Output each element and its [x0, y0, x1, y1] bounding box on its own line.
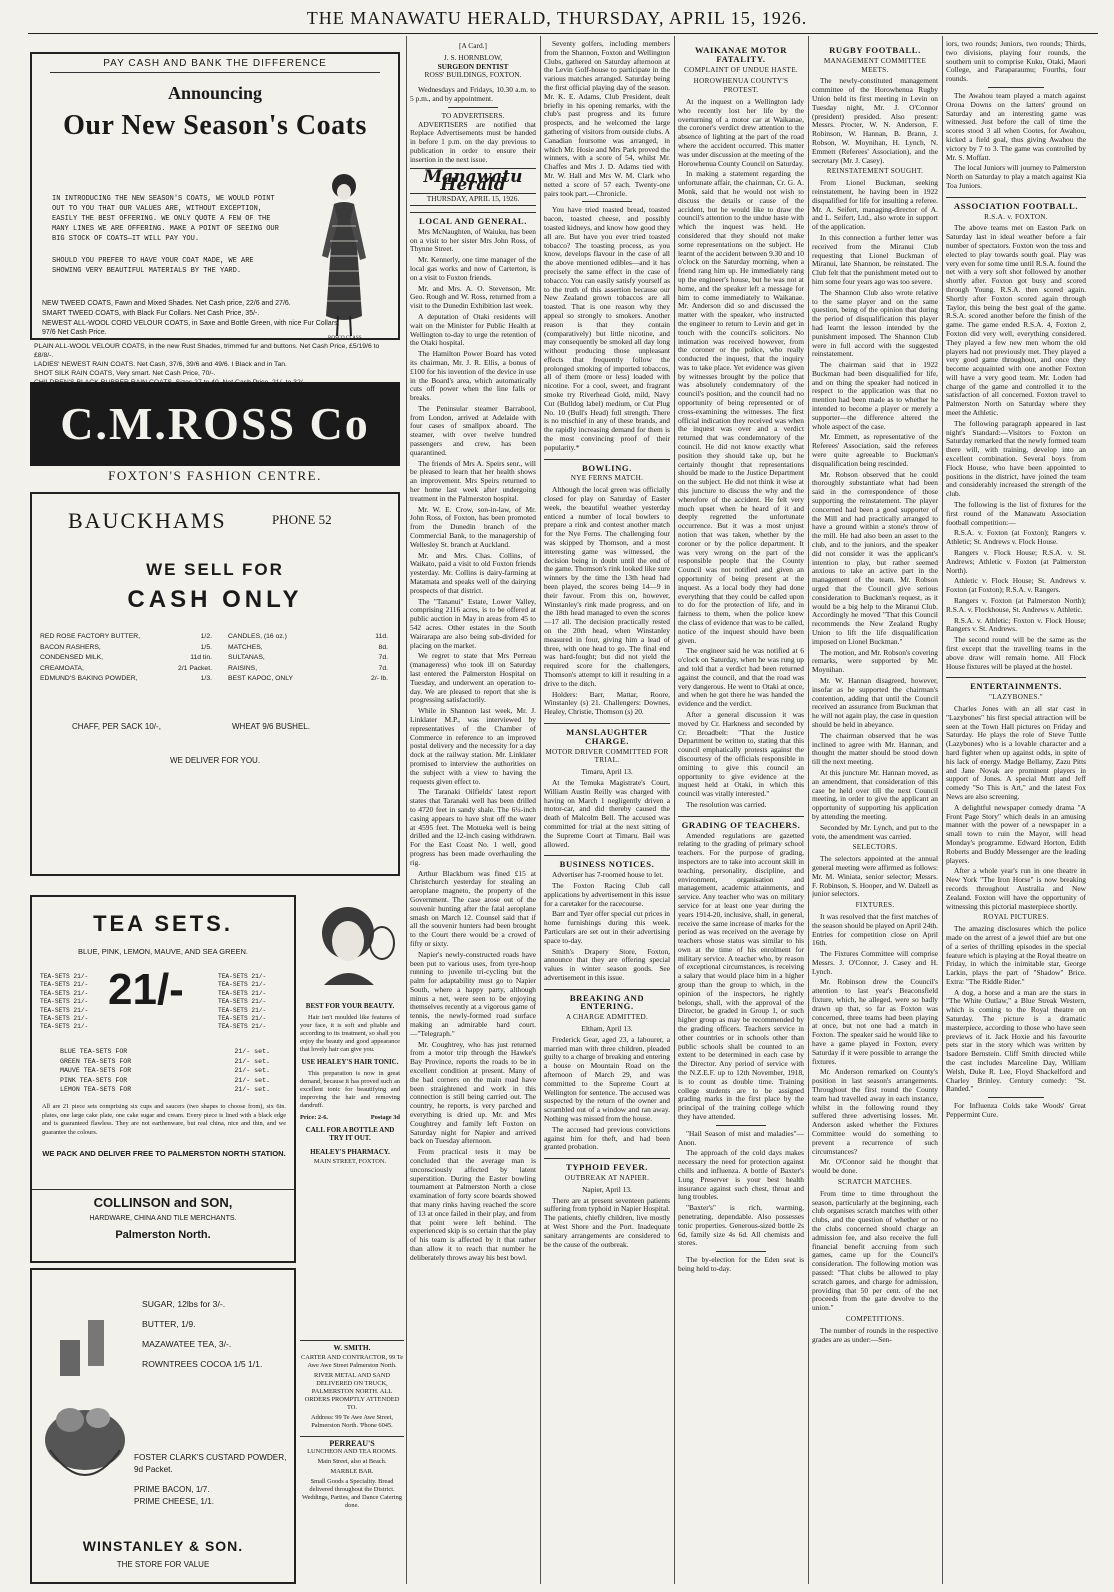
winstanley-item: PRIME CHEESE, 1/1.	[134, 1497, 215, 1506]
news-paragraph: The Taranaki Oilfields' latest report states that Taranaki well has been drilled to 4720 feet in sandy shale. The 6¼-inch casing appears to have shut off the water at 4595 feet. The Motueka well is being drilled and the 12-inch casing withdrawn. For the East Coast No. 1 well, good progress has been made overhauling the rig.	[410, 787, 536, 867]
healey-use: USE HEALEY'S HAIR TONIC.	[301, 1058, 399, 1066]
column-rule	[674, 36, 675, 1584]
winstanley-item: ROWNTREES COCOA 1/5 1/1.	[142, 1359, 263, 1369]
news-paragraph: The motion, and Mr. Robson's covering remarks, were supported by Mr. Moynihan.	[812, 647, 938, 675]
coats-line: NEWEST ALL-WOOL CORD VELOUR COATS, in Saxe and Bottle Green, with nice Fur Collars. 97/6 Net Cash Price.	[42, 319, 340, 337]
news-paragraph: The following paragraph appeared in last night's Standard:—Visitors to Foxton on Saturday remarked that the newly formed team there will, with training, develop into an excellent combination. Several boys from Flock House, who have been appointed to positions in the district, have joined the team and considerably increased the strength of the club.	[946, 418, 1086, 499]
news-paragraph: "Hail Season of mist and maladies"—Anon.	[678, 1128, 804, 1147]
news-paragraph: The following is the list of fixtures for the first round of the Manawatu Association football competition:—	[946, 500, 1086, 527]
column-5	[812, 40, 938, 1584]
news-paragraph: Rangers v. Flock House; R.S.A. v. St. Andrews; Athletic v. Foxton (at Palmerston North).	[946, 548, 1086, 575]
news-paragraph: Mr. and Mrs. A. O. Stevenson, Mr. Geo. Rough and W. Ross, returned from a visit to the Dunedin Exhibition last week.	[410, 283, 536, 311]
tea-list-item: TEA-SETS 21/-	[40, 1015, 89, 1023]
tea-list-item: TEA-SETS 21/-	[218, 973, 267, 980]
card-label: [A Card.]	[459, 41, 487, 50]
tea-list-item: TEA-SETS 21/-	[40, 998, 89, 1006]
reinstatement-subheading: REINSTATEMENT SOUGHT.	[826, 167, 924, 176]
column-rule	[942, 36, 943, 1584]
dateline: Eltham, April 13.	[581, 1024, 633, 1034]
price-row: RAISINS, 7d.	[228, 664, 388, 672]
news-paragraph: A dog, a horse and a man are the stars in "The White Outlaw," a Blue Streak Western, which is coming to the Royal theatre on Saturday. The picture is a dramatic masterpiece, according to those who have seen previews of it. Jack Hoxie and his favourite pets star in the story which was written by Isadore Bernstein. Cliff Smith directed while the cast includes Marceline Day, William Welsh, Duke R. Lee, Floyd Shackelford and Charley Brinley. Century comedy: "St. Randed."	[946, 987, 1086, 1094]
we-sell-for: WE SELL FOR	[146, 560, 284, 579]
news-paragraph: Mrs McNaughten, of Waiuku, has been on a visit to her sister Mrs John Ross, of Thynne Street.	[410, 226, 536, 254]
collinson-name: COLLINSON and SON,	[93, 1195, 233, 1210]
fatality-heading: WAIKANAE MOTOR FATALITY.	[694, 45, 788, 64]
perreau-body: Small Goods a Speciality. Bread delivered throughout the District. Weddings, Parties, and Dance Catering done.	[302, 1478, 402, 1509]
coats-advertisement	[30, 52, 400, 340]
tea-set-row: GREEN TEA-SETS FOR 21/- set.	[60, 1057, 270, 1065]
winstanley-item: FOSTER CLARK'S CUSTARD POWDER, 9d Packet.	[134, 1453, 287, 1474]
smith-trade: CARTER AND CONTRACTOR, 99 Te Awe Awe Street Palmerston North.	[300, 1354, 404, 1369]
news-paragraph: It was resolved that the first matches of the season should be played on April 24th. Entries for competition close on April 16th.	[812, 911, 938, 948]
winstanley-advertisement	[30, 1268, 296, 1584]
news-paragraph: At the Temuka Magistrate's Court, William Austin Reilly was charged with having on March 1 negligently driven a motor-car, and did thereby caused the death of Malcolm Bell. The accused was committed for trial at the next sitting of the Supreme Court at Timaru. Bail was allowed.	[544, 777, 670, 849]
news-paragraph: For Influenza Colds take Woods' Great Peppermint Cure.	[946, 1101, 1086, 1120]
bauckhams-advertisement	[30, 492, 400, 876]
healey-body: This preparation is now in great demand, because it has proved such an excellent tonic for beautifying and improving the hair and removing dandruff.	[300, 1070, 400, 1109]
cash-only: CASH ONLY	[127, 586, 303, 613]
figure-caption: ROSCO CLASS	[328, 336, 362, 340]
news-paragraph: Napier's newly-constructed roads have been put to various uses, from tyre-hoop running to juvenile tri-cycling but the palm for adaptability must go to Napier South, where a happy party, although minus a net, were seen to be enjoying themselves recently at a vigorous game of tennis, the newly-formed road surface making an admirable hard court.—"Telegraph."	[410, 949, 536, 1038]
royal-pictures-subheading: ROYAL PICTURES.	[983, 913, 1049, 922]
bowling-heading: BOWLING.	[544, 459, 670, 473]
smith-address: Address: 99 Te Awe Awe Street, Palmerston North. 'Phone 6045.	[310, 1414, 394, 1429]
news-paragraph: After a whole year's run in one theatre in New York "The Iron Horse" is now breaking records throughout Australia and New Zealand. Foxton will have the opportunity of witnessing this pictorial masterpiece shortly.	[946, 866, 1086, 911]
price-row: SULTANAS, 7d.	[228, 654, 388, 661]
news-paragraph: The "Tananui" Estate, Lower Valley, comprising 2116 acres, is to be offered at public auction in May in areas from 45 to 542 acres. Other estates in the South Wairarapa are also being sub-divided for placing on the market.	[410, 596, 536, 650]
tea-set-row: MAUVE TEA-SETS FOR 21/- set.	[60, 1067, 270, 1075]
rugby-heading: RUGBY FOOTBALL.	[829, 45, 921, 55]
typhoid-heading: TYPHOID FEVER.	[544, 1158, 670, 1172]
healey-price: Price: 2-6.	[300, 1114, 329, 1121]
tea-list-item: TEA-SETS 21/-	[40, 1006, 89, 1014]
price-row: BACON RASHERS, 1/5.	[40, 643, 212, 651]
news-paragraph: At the inquest on a Wellington lady who recently lost her life by the overturning of a motor car at Waikanae, the coroner's verdict drew attention to the absence of lighting at the part of the road where the accident occurred. This matter was under discussion at the meeting of the Horowhenua County Council on Saturday.	[678, 96, 804, 168]
news-paragraph: The Foxton Racing Club call applications by advertisement in this issue for a caretaker for the racecourse.	[544, 880, 670, 908]
column-2	[410, 40, 536, 1584]
manslaughter-subheading: MOTOR DRIVER COMMITTED FOR TRIAL.	[545, 747, 669, 765]
winstanley-tag: THE STORE FOR VALUE	[116, 1560, 210, 1569]
price-row: RED ROSE FACTORY BUTTER, 1/2.	[40, 633, 212, 640]
chaff-price: CHAFF, PER SACK 10/-,	[72, 722, 161, 731]
healey-body: Hair isn't moulded like features of your face, it is soft and pliable and according to its treatment, so shall you enjoy the beauty and good appearance that lovely hair can give you.	[300, 1014, 400, 1053]
news-paragraph: At this juncture Mr. Hannan moved, as an amendment, that consideration of this case be held over till the next Council meeting, in order to give the applicant an opportunity of supporting his application by attending the meeting.	[812, 767, 938, 821]
fatality-subheading-2: HOROWHENUA COUNTY'S PROTEST.	[693, 77, 789, 95]
column-3	[544, 40, 670, 1584]
tea-list-item: TEA-SETS 21/-	[40, 981, 89, 989]
news-paragraph: From time to time throughout the season, particularly at the beginning, each club organises scratch matches with other clubs, and the question of whether or no the clubs concerned should charge an admission fee, and also receive the full financial benefit accruing from such games, came up for the Council's consideration. The following motion was passed: "That clubs be allowed to play scratch games, and charge for admission, providing that 50 per cent. of the net proceeds from the gate devolve to the union."	[812, 1188, 938, 1313]
news-paragraph: The accused had previous convictions against him for theft, and had been granted probation.	[544, 1124, 670, 1152]
news-paragraph: The approach of the cold days makes necessary the need for protection against chills and influenza. A bottle of Baxter's Lung Preserver is your best health insurance against such chest, throat and lung troubles.	[678, 1148, 804, 1202]
tea-list-item: TEA-SETS 21/-	[218, 989, 267, 997]
to-advertisers-body: ADVERTISERS are notified that Replace Advertisements must be handed in before 1 p.m. on the day previous to publication in order to ensure their insertion in the next issue.	[410, 119, 536, 164]
news-paragraph: R.S.A. v. Athletic; Foxton v. Flock House; Rangers v. St. Andrews.	[946, 615, 1086, 634]
healey-call: CALL FOR A BOTTLE AND TRY IT OUT.	[305, 1126, 395, 1142]
bauckhams-phone: PHONE 52	[272, 512, 332, 527]
price-row: EDMUND'S BAKING POWDER, 1/3.	[40, 675, 212, 682]
column-rule	[406, 36, 407, 1584]
breaking-entering-subheading: A CHARGE ADMITTED.	[565, 1013, 649, 1022]
news-paragraph: The chairman said that in 1922 Buckman had been disqualified for life, and on thing the speaker had noticed in respect to the application was that no mention had been made as to whether he intended to become a player or merely a supporter—the difference altered the whole aspect of the case.	[812, 360, 938, 431]
masthead-title: THE MANAWATU HERALD, THURSDAY, APRIL 15, 1926.	[306, 8, 808, 28]
news-paragraph: The Peninsular steamer Barrabool, from London, arrived at Adelaide with four cases of smallpox aboard. The steamer, with over twelve hundred passengers and crew, has been quarantined.	[410, 403, 536, 457]
column-rule	[808, 36, 809, 1584]
ross-logo: C.M.ROSS Co	[60, 398, 370, 449]
column-6	[946, 40, 1086, 1584]
association-subheading: R.S.A. v. FOXTON.	[984, 212, 1048, 221]
perreau-name: PERREAU'S	[300, 1436, 404, 1448]
coats-announcing: Announcing	[167, 83, 263, 103]
coats-intro: IN INTRODUCING THE NEW SEASON'S COATS, WE WOULD POINT OUT TO YOU THAT OUR VALUES ARE, WITHOUT EXCEPTION, EASILY THE BEST OFFERING. WE ONLY QUOTE A FEW OF THE MANY LINES WE ARE OFFERING. MAKE A POINT OF SEEING OUR BIG STOCK OF COATS—IT WILL PAY YOU.	[52, 195, 279, 243]
news-paragraph: Rangers v. Foxton (at Palmerston North); R.S.A. v. Flockhouse, St. Andrews v. Athletic.	[946, 596, 1086, 614]
perreau-bar: MARBLE BAR.	[330, 1468, 374, 1475]
news-paragraph: iors, two rounds; Juniors, two rounds; Thirds, two divisions, playing four rounds, the southern unit to comprise Kuku, Otaki, Maori College, and Paraparaumu; Fourths, four rounds.	[946, 40, 1086, 84]
fixtures-subheading: FIXTURES.	[855, 901, 895, 910]
collinson-sub: HARDWARE, CHINA AND TILE MERCHANTS.	[89, 1215, 237, 1222]
news-paragraph: Amended regulations are gazetted relating to the grading of primary school teachers. For the purpose of grading, inspectors are to take into account skill in teaching, personality, discipline, and environment, organisation and management, academic attainments, and service. Any teacher who was on military service for at least one year during the years 1914-20, inclusive, shall, in general, receive the same increase of marks for the period as was received on the average by teachers whose status was similar to his own at the time of his enrolment for military service. A teacher who, by reason of exceptional circumstances, is receiving a salary that would place him in a higher group than the group to which, in the opinion of the inspectors, he rightly belongs, shall, with the approval of the Director, be graded in Group 1, or such higher group as may be recommended by the grading officers. Teachers service in other countries or in schools other than public schools shall be counted to an extent to be determined in each case by the Director. Any period of service with the N.Z.E.F. up to 12th November, 1918, is to count as double time. Training college students are to be assigned grading marks in the first place by the principal of the training college which they have attended.	[678, 830, 804, 1122]
winstanley-item: PRIME BACON, 1/7.	[134, 1485, 210, 1494]
competitions-subheading: COMPETITIONS.	[845, 1314, 905, 1323]
news-paragraph: In making a statement regarding the unfortunate affair, the chairman, Cr. G. A. Monk, said that he would not wish to discuss the details or cause of the accident, but he would like to draw the council's attention to the undue haste with which the inquest was held. He considered that they should not make some representations on the subject. He learnt of the accident between 9.30 and 10 o'clock on the Saturday morning, when a friend rang him up. He immediately rang up the engineer's house, but he was not at home, and the speaker left a message for him to come immediately to Waikanae. Mr. Anderson did so and discussed the matter with the speaker, who instructed the engineer to return to Levin and get in touch with the council's solicitors. No intimation was received however, from the coroner or the police, who really conducted the inquest, that the inquiry was to take place. Yet evidence was given by witnesses brought by the police that was absolutely condemnatory of the council's position, and the council had no opportunity of being represented or of cross-examining the witnesses. The first official indication they received was when the inquest was over and a verdict returned that was condemnatory of the council. He did not know exactly what position they should take up, but he certainly thought that representations should be made to the Justice Department on the subject. He did not think it wise at this juncture to discuss the why and the wherefore of the accident. He felt very much upset when he heard of it and deeply regretted the unfortunate occurrence. But it was a most unjust notion that was taken, whether by the coroner or by the police department. It was very wrong on the part of the responsible people that the County Council was not notified and given an opportunity of being present at the inquest. As a local body they had done everything that they could be called upon to do for the protection of life, and in fairness to them, when the police knew the class of evidence that was to be called, notice of the inquest should have been given.	[678, 169, 804, 645]
breaking-entering-heading: BREAKING AND ENTERING.	[544, 989, 670, 1012]
tea-list-item: TEA-SETS 21/-	[218, 998, 267, 1006]
dentist-address: ROSS' BUILDINGS, FOXTON.	[424, 70, 522, 80]
news-paragraph: After a general discussion it was moved by Cr. Harkness and seconded by Cr. Broadbelt: "That the Justice Department be written to, stating that this council emphatically protests against the discourtesy of the officials responsible in omitting to give this council an opportunity to give evidence at the inquest held at Otaki, in which this council was vitally interested."	[678, 709, 804, 799]
tea-title: TEA SETS.	[93, 911, 233, 936]
healey-address: MAIN STREET, FOXTON.	[313, 1158, 387, 1165]
golf-paragraph: Seventy golfers, including members from the Shannon, Foxton and Wellington Clubs, gathered on Saturday afternoon at the Levin Golf-house to participate in the various matches arranged. Saturday being the first official playing day of the season. Mr. K. E. Adams, Club President, dealt briefly in his opening remarks, with the club's past progress and its future prospects, and he welcomed the large gathering of visitors from outside clubs. A Canadian foursome was arranged, in which Mr. Hosie and Mrs Park proved the winners, with a score of 54, whilst Mr. Chaffes and Mrs J. D. Adams tied with Mr. W. Hall and Mrs W. M. Clark who netted a score of 57 each. Twenty-one pairs took part.—Chronicle.	[544, 40, 670, 198]
ross-logo-banner	[30, 382, 400, 466]
manslaughter-heading: MANSLAUGHTER CHARGE.	[544, 723, 670, 746]
news-paragraph: While in Shannon last week, Mr. J. Linklater M.P., was interviewed by representatives of the Chamber of Commerce in reference to an improved postal delivery and the necessity for a day dock at the railway station. Mr. Linklater promised to interview the authorities on the subject with a view to having the requests given effect to.	[410, 706, 536, 786]
dateline: Napier, April 13.	[582, 1184, 632, 1194]
grocery-basket-illustration	[40, 1280, 130, 1510]
news-paragraph: A deputation of Otaki residents will wait on the Minister for Public Health at Wellington to-day to urge the retention of the Otaki hospital.	[410, 311, 536, 348]
grading-heading: GRADING OF TEACHERS.	[678, 816, 804, 830]
news-paragraph: The amazing disclosures which the police made on the arrest of a jewel thief are but one of a series of thrilling episodes in the special feature which is playing at the Royal theatre on Friday, in which the inimitable star, George Larkin, plays the part of "Shadow" Brice. Extra: "The Riddle Rider."	[946, 924, 1086, 986]
news-paragraph: The Hamilton Power Board has voted its chairman, Mr. J. R. Ellis, a bonus of £100 for his invention of the device in use in the Board's area, which automatically cuts off power when the line falls or breaks.	[410, 349, 536, 403]
price-row: MATCHES, 8d.	[228, 643, 388, 651]
news-paragraph: Advertiser has 7-roomed house to let.	[552, 870, 664, 880]
news-paragraph: There are at present seventeen patients suffering from typhoid in Napier Hospital. The patients, chiefly children, live mostly at West Shore and the Port. Inadequate sanitary arrangements are considered to be the cause of the outbreak.	[544, 1195, 670, 1249]
news-paragraph: Mr. O'Connor said he thought that would be done.	[812, 1157, 938, 1176]
news-paragraph: The Shannon Club also wrote relative to the same player and on the same question, being of the opinion that during the period of disqualification this player had learnt the lesson intended by the punishment imposed. The Shannon Club were in full accord with the suggested reinstatement.	[812, 287, 938, 359]
news-paragraph: From practical tests it may be concluded that the average man is unconsciously affected by latent superstition. During the Easter bowling tournament at Palmerston North a close examination of forty score boards showed that many rinks having reached the score of 13 at once failed in their play, and from that point were left behind. The experienced skip is so certain that the play of his team is affected by it that rather than allow it to reach that number he deliberately throws away his best bowl.	[410, 1147, 536, 1262]
tea-pack: WE PACK AND DELIVER FREE TO PALMERSTON NORTH STATION.	[42, 1149, 286, 1158]
news-paragraph: Barr and Tyer offer special cut prices in home furnishings during this week. Particulars are set out in their advertising space to-day.	[544, 909, 670, 945]
entertainments-subheading: "LAZYBONES."	[989, 693, 1043, 702]
news-paragraph: The chairman observed that he was inclined to agree with Mr. Hannan, and thought the matter should be stood down till the next meeting.	[812, 730, 938, 767]
lady-portrait-illustration	[304, 895, 400, 995]
smith-body: RIVER METAL AND SAND DELIVERED ON TRUCK, PALMERSTON NORTH. ALL ORDERS PROMPTLY ATTENDED TO.	[304, 1372, 400, 1411]
dentist-hours: Wednesdays and Fridays, 10.30 a.m. to 5 p.m., and by appointment.	[410, 85, 536, 103]
local-and-general-heading: LOCAL AND GENERAL.	[410, 212, 536, 226]
news-paragraph: The by-election for the Eden seat is being held to-day.	[678, 1255, 804, 1273]
herald-nameplate: Manawatu Herald	[423, 166, 523, 196]
tea-set-row: PINK TEA-SETS FOR 21/- set.	[60, 1076, 270, 1084]
tea-colours: BLUE, PINK, LEMON, MAUVE, AND SEA GREEN.	[77, 947, 249, 956]
tea-list-item: TEA-SETS 21/-	[218, 1023, 267, 1031]
news-paragraph: The friends of Mrs A. Speirs senr., will be pleased to learn that her health shows an improvement. Mrs Speirs returned to her home last week after undergoing treatment in the Palmerston hospital.	[410, 458, 536, 503]
wheat-price: WHEAT 9/6 BUSHEL.	[232, 722, 310, 731]
news-paragraph: Frederick Gear, aged 23, a labourer, a married man with three children, pleaded guilty to a charge of breaking and entering a house on Mountain Road on the afternoon of March 29, and was committed to the Supreme Court at Wellington for sentence. The accused was suspected by the return of the owner and scrambled out of a window and ran away. Nothing was missed from the house.	[544, 1034, 670, 1124]
winstanley-name: WINSTANLEY & SON.	[82, 1538, 244, 1554]
ross-tagline: FOXTON'S FASHION CENTRE.	[108, 468, 322, 483]
smith-perreau-ads	[300, 1340, 404, 1584]
scratch-subheading: SCRATCH MATCHES.	[837, 1178, 913, 1187]
news-paragraph: The local Juniors will journey to Palmerston North on Saturday to play a match against Kia Toa Juniors.	[946, 163, 1086, 190]
collinson-town: Palmerston North.	[115, 1229, 211, 1241]
price-row: CONDENSED MILK, 11d tin.	[40, 654, 212, 661]
tea-list-item: TEA-SETS 21/-	[218, 1015, 267, 1023]
price-row: BEST KAPOC, ONLY 2/- lb.	[228, 675, 388, 682]
smith-name: W. SMITH.	[300, 1340, 404, 1352]
entertainments-heading: ENTERTAINMENTS.	[946, 677, 1086, 691]
news-paragraph: Arthur Blackburn was fined £15 at Christchurch yesterday for stealing an aeroplane magneto, the property of the Government. The case arose out of the souvenir hunting after the fatal aeroplane smash on March 12. Counsel said that if all the souvenir hunters had been brought to the Court there would be a crowd of fifty or sixty.	[410, 868, 536, 948]
coats-line: SHOT SILK RAIN COATS, Very smart. Net Cash Price, 70/-.	[34, 370, 216, 377]
news-paragraph: We regret to state that Mrs Perreau (manageress) who took ill on Saturday last entered the Palmerston Hospital on Tuesday, and underwent an operation to-day. We are pleased to report that she is progressing satisfactorily.	[410, 651, 536, 705]
news-paragraph: Mr. Kennerly, one time manager of the local gas works and now of Carterton, is on a visit to Foxton friends.	[410, 255, 536, 282]
dentist-name: J. S. HORNBLOW,	[443, 52, 503, 62]
association-heading: ASSOCIATION FOOTBALL.	[946, 197, 1086, 211]
coats-top-banner: PAY CASH AND BANK THE DIFFERENCE	[50, 58, 380, 73]
news-paragraph: From Lionel Buckman, seeking reinstatement, he having been in 1922 disqualified for life for insulting a referee. Mr. A. Seifert, managing-director of A. and L. Seifert, Ltd., also wrote in support of the application.	[812, 178, 938, 232]
bauckhams-name: BAUCKHAMS	[68, 508, 227, 533]
news-paragraph: The resolution was carried.	[686, 799, 767, 809]
perreau-sub: LUNCHEON AND TEA ROOMS.	[307, 1448, 397, 1455]
winstanley-item: SUGAR, 12lbs for 3/-.	[142, 1299, 226, 1309]
news-paragraph: The engineer said he was notified at 6 o'clock on Saturday, when he was rung up and told that a verdict had been returned against the council, and that the road was very dangerous. He went to Otaki at once, and when he got there he was handed the evidence and the verdict.	[678, 646, 804, 709]
column-4	[678, 40, 804, 1584]
coats-line: PLAIN ALL-WOOL VELOUR COATS, in the new Rust Shades, trimmed fur and buttons. Net Cash Price, £5/19/6 to £8/8/-.	[34, 343, 380, 359]
tea-body: All are 21 piece sets comprising six cups and saucers (two shapes to choose from), six 6in. plates, one large cake plate, one cake sugar and cream. Every piece is lined with a black edge and is guaranteed flawless. They are not earthenware, but real china, nice and thin, and we guarantee the colours.	[42, 1103, 286, 1136]
dentist-title: SURGEON DENTIST	[437, 61, 509, 71]
rugby-subheading: MANAGEMENT COMMITTEE MEETS.	[823, 56, 927, 74]
news-paragraph: R.S.A. v. Foxton (at Foxton); Rangers v. Athletic; St. Andrews v. Flock House.	[946, 528, 1086, 547]
news-paragraph: Mr. and Mrs. Chas. Collins, of Waikato, paid a visit to old Foxton friends yesterday. Mr. Collins is dairy-farming at Matamata and speaks well of the dairying prospects of that district.	[410, 550, 536, 595]
news-paragraph: A delightful newspaper comedy drama "A Front Page Story" which deals in an amusing manner with the power of a newspaper in a small town to ruin the Mayor, will head Monday's programme. Edward Horton, Edith Roberts and Buddy Messenger are the leading players.	[946, 802, 1086, 865]
perreau-address: Main Street, also at Beach.	[317, 1458, 387, 1465]
winstanley-item: BUTTER, 1/9.	[142, 1319, 196, 1329]
news-paragraph: Athletic v. Flock House; St. Andrews v. Foxton (at Foxton); R.S.A. v. Rangers.	[946, 576, 1086, 595]
news-paragraph: The above teams met on Easton Park on Saturday last in ideal weather before a fair number of spectators. Foxton won the toss and elected to play towards south goal. Play was very even for some time until R.S.A. found the net with a very soft shot followed by another shortly after. Foxton got busy and scored through Young. R.S.A. then scored again. Shortly after Foxton scored again through Taylor, this being the best goal of the game. R.S.A. scored another before the finish of the game. The game ended R.S.A. 4, Foxton 2, Foxton did very well, everything considered. They played a few new men whom the old players had not previously met. They played a very good game throughout, and once they become acquainted with one another Foxton will have a very good team. Mr. Loden had charge of the game and controlled it to the satisfaction of all concerned. Foxton travel to Palmerston North on Saturday where they meet the Athletic.	[946, 223, 1086, 418]
news-paragraph: Mr. Robson observed that he could thoroughly substantiate what had been said in the correspondence of those supporting the reinstatement. The player concerned had been a good supporter of the Mill and had practically arranged to have a ground within a stone's throw of the mill. He had also been an asset to the club, and to the juniors, and the speaker did not consider it was the applicant's intention to play, but rather seemed anxious to take an active part in the management of the team. Mr. Robson urged that the Council give serious consideration to Buckman's request, as it would be a big help to the Miranui Club. Accordingly he moved "That this Council recommends the New Zealand Rugby Union to lift the life disqualification imposed on Lionel Buckman."	[812, 469, 938, 646]
coats-line: NEW TWEED COATS, Fawn and Mixed Shades. Net Cash price, 22/6 and 27/6.	[42, 300, 291, 307]
typhoid-subheading: OUTBREAK AT NAPIER.	[564, 1174, 650, 1183]
news-paragraph: Although the local green was officially closed for play on Saturday of Easter week, the beautiful weather yesterday enticed a number of local bowlers to prepare a rink and contest another match for the Nye Ferns. The challenging four was skipped by Thomson, and a most interesting game was witnessed, the decision being in doubt until the end of the game. Thomson's rink looked like sure winners by the time the 13th head had been played, the scores being 14—9 in their favour. From this on, however, Winstanley's rink made progress, and on the 18th head managed to even the scores—17 all. The decision practically rested on the 20th head, when Winstanley measured in four, giving him a lead of three, with one head to go. The final end was hard-fought; but did not yield the required score for the challengers, Thomson's attempt to kill it resulting in a drive to the ditch.	[544, 485, 670, 688]
tea-list-item: TEA-SETS 21/-	[218, 981, 267, 989]
news-paragraph: The number of rounds in the respective grades are as under:—Sen-	[812, 1325, 938, 1344]
price-row: CANDLES, (16 oz.) 11d.	[228, 633, 388, 640]
coats-line: SMART TWEED COATS, with Black Fur Collars. Net Cash Price, 35/-.	[42, 309, 260, 317]
tea-set-row: BLUE TEA-SETS FOR 21/- set.	[60, 1048, 270, 1055]
news-paragraph: The Fixtures Committee will comprise Messrs. J. O'Connor, J. Casey and H. Lynch.	[812, 949, 938, 976]
healey-advertisement	[300, 895, 404, 1335]
price-row: CREAMOATA, 2/1 Packet.	[40, 664, 212, 672]
news-paragraph: Mr. Anderson remarked on County's position in last season's arrangements. Throughout the first round the County team had travelled away in each instance, whilst in the following round they suffered three advertising losses. Mr. Anderson asked whether the Fixtures Committee would do something to prevent a recurrence of such circumstances?	[812, 1067, 938, 1156]
tea-list-item: TEA-SETS 21/-	[40, 1023, 89, 1031]
news-paragraph: In this connection a further letter was received from the Miranui Club requesting that Lionel Buckman of Miranui, late Shannon, be reinstated. The Club felt that the punishment meted out to him some four years ago was too severe.	[812, 232, 938, 286]
news-paragraph: The Awahou team played a match against Oroua Downs on the latters' ground on Saturday and an interesting game was witnessed. Just before the call of time the scores stood 3 all when Cootes, for Awahou, kicked a field goal, thus giving Awahou the victory by 7 to 3. The game was controlled by Mr. S. Moffatt.	[946, 90, 1086, 162]
masthead	[0, 0, 1114, 36]
column-rule	[540, 36, 541, 1584]
coats-made: SHOULD YOU PREFER TO HAVE YOUR COAT MADE, WE ARE SHOWING VERY BEAUTIFUL MATERIALS BY THE YARD.	[52, 257, 254, 275]
dateline: Timaru, April 13.	[581, 767, 633, 777]
news-paragraph: Smith's Drapery Store, Foxton, announce that they are offering special values in winter season goods. See advertisement in this issue.	[544, 946, 670, 982]
news-paragraph: The second round will be the same as the first except that the travelling teams in the above draw will remain home. All Flock House fixtures will be played at the hostel.	[946, 635, 1086, 671]
bowling-subheading: NYE FERNS MATCH.	[570, 474, 644, 483]
healey-title: BEST FOR YOUR BEAUTY.	[305, 1002, 395, 1010]
tobacco-paragraph: You have tried toasted bread, toasted bacon, toasted cheese, and possibly toasted kidneys, and know how good they all are. But have you ever tried toasted tobacco? The toasting process, as you know, develops flavour in the case of all the above mentioned edibles—and it has precisely the same effect in the case of tobacco. You can easily satisfy yourself as to the truth of this assertion because our New Zealand grown tobaccos are all toasted. That is one reason why they appeal so strongly to smokers. Another reason is that they contain (comparatively) but little nicotine, and may consequently be smoked all day long without producing those unpleasant effects that frequently follow the prolonged smoking of imported tobaccos, all of them (more or less) loaded with nicotine. For a cool, sweet, and fragrant smoke try Riverhead Gold, mild, Navy Cut (Bulldog label) medium, or Cut Plug No. 10 (Bull's Head) full strength. There is no mischief in any of these brands, and the rapidly increasing demand for them is the most convincing proof of their popularity.*	[544, 205, 670, 452]
healey-postage: Postage 3d	[370, 1114, 400, 1121]
news-paragraph: The selectors appointed at the annual general meeting were affirmed as follows: Mr. M. Winiata, senior selector; Messrs. F. Robinson, S. Hooper, and W. Dalzell as junior selectors.	[812, 854, 938, 899]
selectors-subheading: SELECTORS.	[852, 843, 898, 852]
tea-set-row: LEMON TEA-SETS FOR 21/- set.	[60, 1086, 270, 1094]
news-paragraph: Mr. W. E. Crow, son-in-law, of Mr. John Ross, of Foxton, has been promoted from the Dunedin branch of the Commercial Bank, to the managership of Wellesley St. branch at Auckland.	[410, 504, 536, 549]
news-paragraph: Mr. Coughtrey, who has just returned from a motor trip through the Hawke's Bay Province, reports the roads to be in excellent condition at present. Many of the bad corners on the main road have been straightened and work in this connection is still being carried out. The country, he reports, is very parched and everything is dried up. Mr. and Mrs Coughtrey and family left Foxton on Saturday night for Napier and arrived back on Tuesday afternoon.	[410, 1039, 536, 1146]
winstanley-item: MAZAWATEE TEA, 3/-.	[142, 1339, 232, 1349]
tea-list-item: TEA-SETS 21/-	[40, 973, 89, 980]
coats-headline: Our New Season's Coats	[63, 110, 367, 141]
tea-sets-advertisement	[30, 895, 296, 1263]
tea-list-item: TEA-SETS 21/-	[218, 1006, 267, 1014]
herald-date: THURSDAY, APRIL 15, 1926.	[410, 193, 536, 206]
business-notices-heading: BUSINESS NOTICES.	[544, 855, 670, 869]
news-paragraph: Holders: Barr, Mattar, Roore, Winstanley (s) 21. Challengers: Downes, Healey, Christie, Thomson (s) 20.	[544, 689, 670, 717]
tea-list-item: TEA-SETS 21/-	[40, 989, 89, 997]
news-paragraph: Charles Jones with an all star cast in "Lazybones" his first special attraction will be seen at the Town Hall pictures on Friday and Saturday. He plays the role of Steve Tuttle (Lazybones) who is a lovable character and a hard fighter when up against odds, in spite of his lack of energy. Madge Bellamy, Zazu Pitts and Jane Novak are prominent players in support of Jones. A special Mutt and Jeff comedy "So This is Art," and the latest Fox News are also screening.	[946, 703, 1086, 801]
fatality-subheading: COMPLAINT OF UNDUE HASTE.	[684, 65, 798, 74]
to-advertisers-heading: TO ADVERTISERS.	[441, 110, 505, 120]
news-paragraph: The newly-constituted management committee of the Horowhenua Rugby Union held its first meeting in Levin on Tuesday night, Mr. J. O'Connor (president) presided. Also present: Messrs. Procter, W. N. Anderson, F. Robinson, W. Hannan, B. Brann, J. Robson, W. Moynihan, H. Lynch, N. Emmett (Referees' Association), and the secretary (Mr. J. Casey).	[812, 76, 938, 165]
masthead-rule	[28, 33, 1098, 34]
news-paragraph: Mr. Robinson drew the Council's attention to last year's Beaconsfield fixture, which, he alleged, were so badly drawn up that, so far as Foxton was concerned, three teams had been playing at once, but not one had a match in Foxton. The speaker said he would like to have a game played in Foxton, every Saturday if it were possible to arrange the fixtures.	[812, 977, 938, 1066]
news-paragraph: Seconded by Mr. Lynch, and put to the vote, the amendment was carried.	[812, 822, 938, 841]
news-paragraph: Mr. W. Hannan disagreed, however, insofar as he supported the chairman's contention, adding that until the Council received an assurance from Buckman that he will not again play, the case in question should be held in abeyance.	[812, 675, 938, 729]
deliver-line: WE DELIVER FOR YOU.	[169, 756, 261, 765]
tea-price-big: 21/-	[108, 965, 184, 1014]
coats-line: LADIES' NEWEST RAIN COATS. Net Cash, 37/6, 39/6 and 49/6. I Black and in Tan.	[34, 361, 287, 368]
news-paragraph: "Baxter's" is rich, warming, penetrating, dependable. Also possesses tonic properties. Generous-sized bottle 2s 6d, family size 4s 6d. All chemists and stores.	[678, 1203, 804, 1248]
news-paragraph: Mr. Emmett, as representative of the Referees' Association, said the referees were quite agreeable to Buckman's disqualification being rescinded.	[812, 432, 938, 468]
healey-pharmacy: HEALEY'S PHARMACY.	[310, 1148, 390, 1156]
